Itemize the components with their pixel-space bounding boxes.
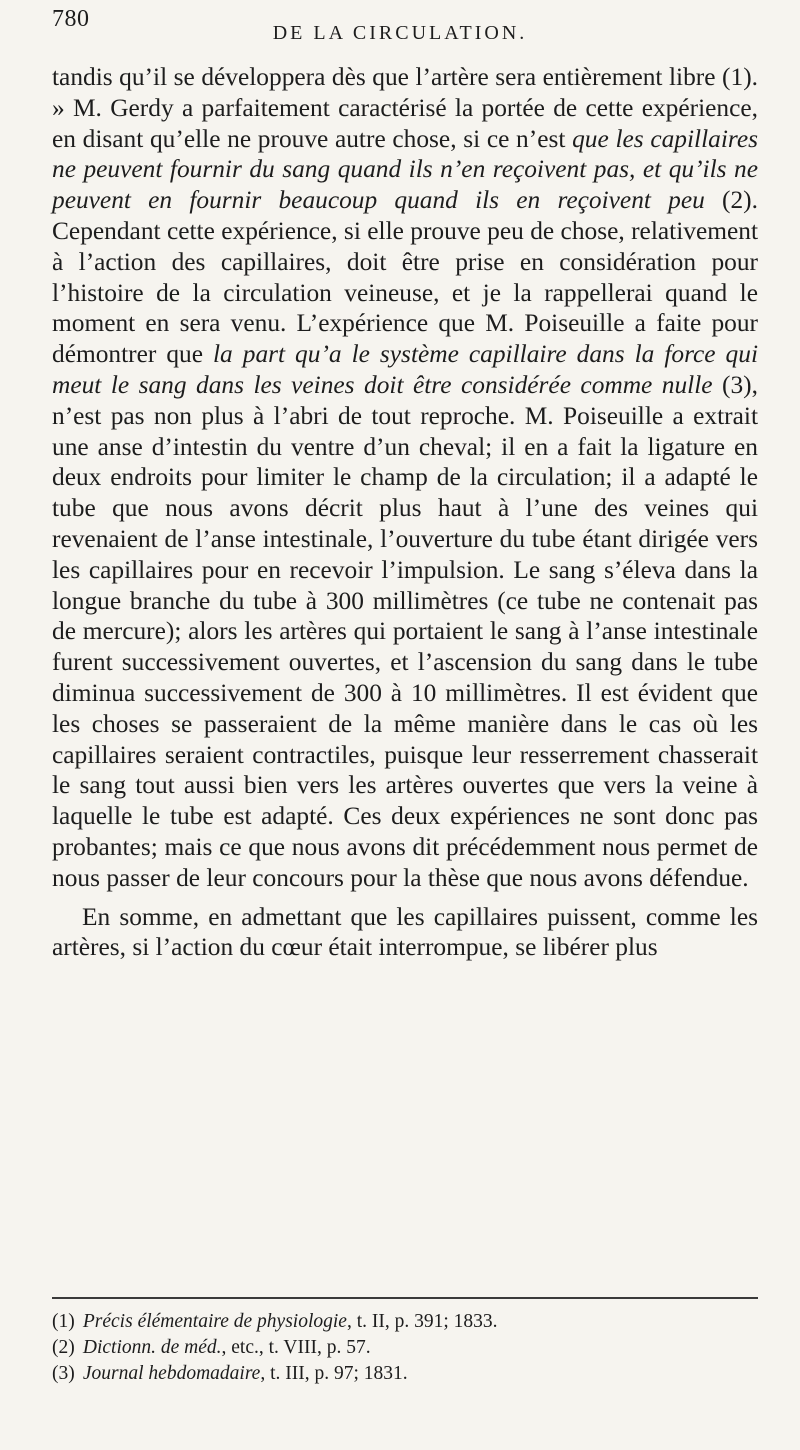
italic-quote: la part qu’a le système capillaire dans la force qui meut le sang dans les veines doit être considérée comme nulle [52,340,759,399]
footnote-divider [52,1297,758,1299]
footnote [52,1335,758,1361]
text-segment: (2). Cependant cette expérience, si elle prouve peu de chose, relativement à l’action des capillaires, doit être prise en considération pour l’histoire de la circulation veineuse, et je la rappellerai quand le moment en sera venu. L’expérience que M. Poiseuille a faite pour démontrer que [52,186,758,369]
page-number: 780 [52,6,90,32]
footnote-mark: (2) [52,1337,75,1358]
footnote-detail: , t. II, p. 391; 1833. [346,1311,498,1332]
footnote-title: Précis élémentaire de physiologie [82,1311,347,1332]
footnote-mark: (1) [52,1311,75,1332]
paragraph-1 [52,62,758,894]
footnote-detail: , t. III, p. 97; 1831. [260,1363,408,1384]
running-head: DE LA CIRCULATION. [272,22,528,44]
footnote-mark: (3) [52,1363,75,1384]
footnote-title: Dictionn. de méd. [82,1337,222,1358]
body-text [52,62,758,963]
footnote [52,1361,758,1387]
footnote-detail: , etc., t. VIII, p. 57. [221,1337,371,1358]
paragraph-2: En somme, en admettant que les capillaires puissent, comme les artères, si l’action du cœur était interrompue, se libérer plus [52,902,758,962]
italic-quote: que les capillaires ne peuvent fournir du sang quand ils n’en reçoivent pas, et qu’ils ne peuvent en fournir beaucoup quand ils en reçoivent peu [52,124,758,215]
footnotes [52,1309,758,1387]
text-segment: (3), n’est pas non plus à l’abri de tout reproche. M. Poiseuille a extrait une anse d’intestin du ventre d’un cheval; il en a fait la ligature en deux endroits pour limiter le champ de la circulation; il a adapté le tube que nous avons décrit plus haut à l’une des veines qui revenaient de l’anse intestinale, l’ouverture du tube étant dirigée vers les capillaires pour en recevoir l’impulsion. Le sang s’éleva dans la longue branche du tube à 300 millimètres (ce tube ne contenait pas de mercure); alors les artères qui portaient le sang à l’anse intestinale furent successivement ouvertes, et l’ascension du sang dans le tube diminua successivement de 300 à 10 millimètres. Il est évident que les choses se passeraient de la même manière dans le cas où les capillaires seraient contractiles, puisque leur resserrement chasserait le sang tout aussi bien vers les artères ouvertes que vers la veine à laquelle le tube est adapté. Ces deux expériences ne sont donc pas probantes; mais ce que nous avons dit précédemment nous permet de nous passer de leur concours pour la thèse que nous avons défendue. [52,370,758,892]
text-segment: tandis qu’il se développera dès que l’artère sera entièrement libre (1). » M. Gerdy a parfaitement caractérisé la portée de cette expérience, en disant qu’elle ne prouve autre chose, si ce n’est [52,63,758,153]
footnote-title: Journal hebdomadaire [82,1363,261,1384]
footnote [52,1309,758,1335]
